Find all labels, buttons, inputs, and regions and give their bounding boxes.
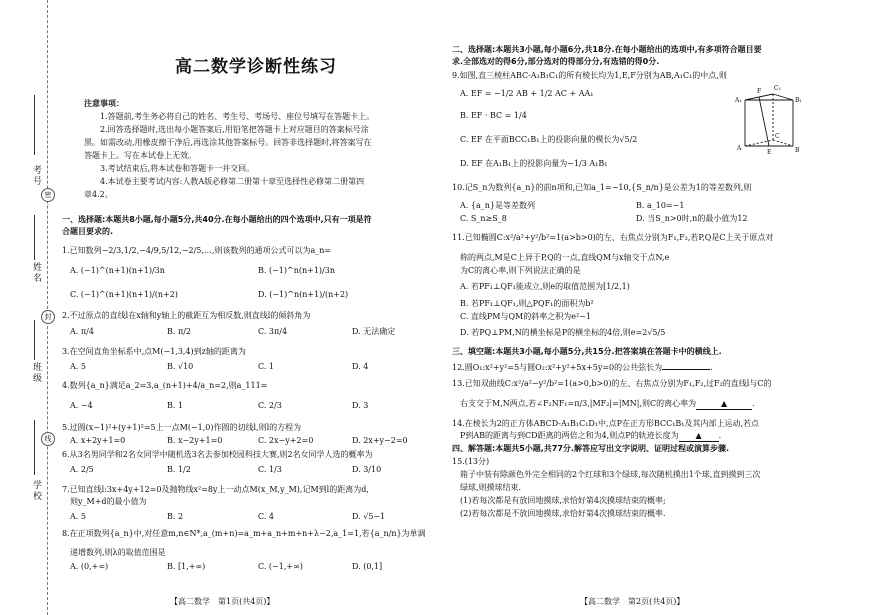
question-stem: 4.数列{a_n}满足a_2=3,a_(n+1)+4/a_n=2,则a_111= — [62, 381, 268, 390]
label-exam-number: 考号 — [31, 165, 41, 187]
binding-margin — [0, 0, 62, 615]
question-stem-cont: 为C的离心率,则下列说法正确的是 — [460, 266, 581, 275]
field-line-examno — [34, 95, 35, 155]
note-line: 2.回答选择题时,选出每小题答案后,用铅笔把答题卡上对应题目的答案标号涂 — [100, 125, 369, 134]
label-class: 班级 — [31, 362, 41, 384]
question-header: 15.(13分) — [452, 457, 490, 466]
section-heading: 二、选择题:本题共3小题,每小题6分,共18分.在每小题给出的选项中,有多项符合题目要 — [452, 45, 762, 54]
question-stem — [452, 360, 713, 373]
label-school: 学校 — [31, 480, 41, 502]
edge — [773, 94, 793, 100]
option: C. S_n≥S_8 — [460, 214, 507, 223]
section-heading: 一、选择题:本题共8小题,每小题5分,共40分.在每小题给出的四个选项中,只有一项是符 — [62, 215, 372, 224]
field-line-school — [34, 420, 35, 475]
option: A. π/4 — [70, 327, 94, 336]
option: B. 2 — [167, 512, 184, 521]
option: B. a_10=−1 — [636, 201, 685, 210]
option: A. 2/5 — [70, 465, 94, 474]
label-b: B — [795, 147, 800, 154]
label-e: E — [767, 149, 772, 156]
option: B. x−2y+1=0 — [167, 436, 223, 445]
question-stem-cont: 递增数列,则λ的取值范围是 — [70, 548, 166, 557]
prism-figure — [735, 82, 805, 157]
blank-period: . — [752, 399, 755, 408]
option: C. (−1,+∞) — [258, 562, 303, 571]
seal-char-xian: 线 — [41, 432, 55, 446]
option: D. EF 在A₁B₁上的投影向量为−1/3 A₁B₁ — [460, 159, 608, 168]
option: D. 3 — [352, 401, 369, 410]
page-footer: 【高二数学 第1页(共4页)】 — [170, 597, 275, 606]
option: B. 1 — [167, 401, 184, 410]
option: B. EF · BC = 1/4 — [460, 111, 527, 120]
label-a1: A₁ — [735, 97, 742, 104]
note-line: 3.考试结束后,将本试卷和答题卡一并交回。 — [100, 164, 255, 173]
q12-text: 12.圆O₁:x²+y²=5与圆O₂:x²+y²+5x+5y=0的公共弦长为 — [452, 363, 663, 372]
seal-char-feng: 封 — [41, 310, 55, 324]
question-stem: 8.在正项数列{a_n}中,对任意m,n∈N*,a_(m+n)=a_m+a_n+m+n+λ−2,a_1=1,若{a_n/n}为单调 — [62, 529, 426, 538]
label-a: A — [737, 145, 742, 152]
option: A. EF = −1/2 AB + 1/2 AC + AA₁ — [460, 89, 594, 98]
page-title: 高二数学诊断性练习 — [175, 57, 337, 77]
q14-text: P到AB的距离与到CD距离的两倍之和为4,则点P的轨迹长度为 — [460, 431, 679, 440]
option: C. 1 — [258, 362, 275, 371]
section-heading: 四、解答题:本题共5小题,共77分.解答应写出文字说明、证明过程或演算步骤. — [452, 444, 730, 453]
section-heading-cont: 求.全部选对的得6分,部分选对的得部分分,有选错的得0分. — [452, 57, 660, 66]
answer-blank[interactable] — [696, 398, 752, 410]
q13-text: 右支交于M,N两点,若∠F₂NF₁=π/3,|MF₂|=|MN|,则C的离心率为 — [460, 399, 697, 408]
question-stem: 2.不过原点的直线l在x轴和y轴上的截距互为相反数,则直线l的倾斜角为 — [62, 311, 311, 320]
notes-title: 注意事项： — [84, 99, 124, 108]
field-line-name — [34, 215, 35, 260]
option: B. √10 — [167, 362, 194, 371]
option: C. 2/3 — [258, 401, 282, 410]
question-stem-cont: 称的两点,M是C上异于P,Q的一点,直线QM与x轴交于点N,e — [460, 253, 670, 262]
option: C. 2x−y+2=0 — [258, 436, 314, 445]
option: C. 3π/4 — [258, 327, 288, 336]
option: D. 4 — [352, 362, 369, 371]
seal-char-mi: 密 — [41, 188, 55, 202]
note-line: 1.答题前,考生务必将自己的姓名、考生号、考场号、座位号填写在答题卡上。 — [100, 112, 375, 121]
option: D. 2x+y−2=0 — [352, 436, 408, 445]
note-line: 4.本试卷主要考试内容:人教A版必修第二册第十章至选择性必修第二册第四 — [100, 177, 365, 186]
option: C. 直线PM与QM的斜率之积为e²−1 — [460, 312, 591, 321]
question-stem-cont: 绿球,则摸球结束. — [460, 483, 522, 492]
option: A. x+2y+1=0 — [70, 436, 126, 445]
option: A. 5 — [70, 512, 86, 521]
question-stem-cont — [460, 430, 721, 442]
question-stem: 11.已知椭圆C:x²/a²+y²/b²=1(a>b>0)的左、右焦点分别为F₁,F₂,若P,Q是C上关于原点对 — [452, 233, 774, 242]
option: D. 无法确定 — [352, 327, 396, 336]
option: C. (−1)^(n+1)(n+1)/(n+2) — [70, 290, 178, 299]
option: A. {a_n}是等差数列 — [460, 201, 535, 210]
option: C. EF 在平面BCC₁B₁上的投影向量的模长为√5/2 — [460, 135, 638, 144]
option: D. 若PQ⊥PM,N的横坐标是P的横坐标的4倍,则e=2√5/5 — [460, 328, 666, 337]
section-heading-cont: 合题目要求的. — [62, 227, 114, 236]
option: B. [1,+∞) — [167, 562, 206, 571]
label-b1: B₁ — [795, 97, 802, 104]
question-stem: 5.过圆(x−1)²+(y+1)²=5上一点M(−1,0)作圆的切线l,则l的方程为 — [62, 423, 302, 432]
blank-period: . — [718, 431, 722, 440]
note-line: 答题卡上。写在本试卷上无效。 — [84, 151, 196, 160]
field-line-class — [34, 320, 35, 360]
option: C. 4 — [258, 512, 275, 521]
option: B. 若PF₁⊥QF₁,则△PQF₁的面积为b² — [460, 299, 594, 308]
question-stem: 1.已知数列−2/3,1/2,−4/9,5/12,−2/5,…,则该数列的通项公式可以为a_n= — [62, 246, 332, 255]
question-stem: 6.从3名男同学和2名女同学中随机选3名去参加校园科技大赛,则2名女同学人选的概率为 — [62, 450, 373, 459]
segment-ef — [759, 97, 769, 146]
option: B. 1/2 — [167, 465, 191, 474]
option: B. (−1)^n(n+1)/3n — [258, 266, 335, 275]
blank-triangle-icon: ▲ — [721, 399, 728, 408]
option: A. (−1)^(n+1)(n+1)/3n — [70, 266, 165, 275]
page-footer: 【高二数学 第2页(共4页)】 — [580, 597, 685, 606]
question-stem-cont — [460, 398, 755, 410]
sub-question: (1)若每次都是有放回地摸球,求恰好第4次摸球结束的概率; — [460, 496, 666, 505]
question-stem: 9.如图,直三棱柱ABC-A₁B₁C₁的所有棱长均为1,E,F分别为AB,A₁C₁的中点,则 — [452, 71, 727, 80]
option: D. 3/10 — [352, 465, 382, 474]
question-stem: 7.已知直线l:3x+4y+12=0及抛物线x²=8y上一动点M(x_M,y_M),记M到l的距离为d, — [62, 485, 369, 494]
seal-line — [47, 0, 48, 615]
option: D. (0,1] — [352, 562, 383, 571]
edge-hidden — [773, 140, 793, 146]
blank-triangle-icon: ▲ — [695, 431, 702, 440]
answer-blank[interactable] — [679, 430, 719, 442]
question-stem: 13.已知双曲线C:x²/a²−y²/b²=1(a>0,b>0)的左、右焦点分别为F₁,F₂,过F₂的直线l与C的 — [452, 379, 772, 388]
option: D. 当S_n>0时,n的最小值为12 — [636, 214, 748, 223]
option: C. 1/3 — [258, 465, 282, 474]
label-f: F — [757, 88, 762, 95]
option: A. 若PF₁⊥QF₁能成立,则e的取值范围为[1/2,1) — [460, 282, 630, 291]
option: A. (0,+∞) — [70, 562, 109, 571]
label-c1: C₁ — [774, 85, 781, 92]
question-stem: 3.在空间直角坐标系中,点M(−1,3,4)到z轴的距离为 — [62, 347, 246, 356]
question-stem: 箱子中装有除颜色外完全相同的2个红球和3个绿球,每次随机摸出1个球,直到摸到三次 — [460, 470, 761, 479]
label-c: C — [775, 133, 780, 140]
note-line: 黑。如需改动,用橡皮擦干净后,再选涂其他答案标号。回答非选择题时,将答案写在 — [84, 138, 372, 147]
blank-period: . — [710, 363, 713, 372]
sub-question: (2)若每次都是不放回地摸球,求恰好第4次摸球结束的概率. — [460, 509, 666, 518]
question-stem: 10.记S_n为数列{a_n}的前n项和,已知a_1=−10,{S_n/n}是公差为1的等差数列,则 — [452, 183, 752, 192]
option: D. (−1)^n(n+1)/(n+2) — [258, 290, 349, 299]
question-stem: 14.在棱长为2的正方体ABCD-A₁B₁C₁D₁中,点P在正方形BCC₁B₁及其内部上运动,若点 — [452, 419, 760, 428]
note-line: 章4.2。 — [84, 190, 113, 199]
option: A. −4 — [70, 401, 93, 410]
answer-blank[interactable] — [662, 360, 710, 370]
label-name: 姓名 — [31, 262, 41, 284]
question-stem-cont: 则y_M+d的最小值为 — [70, 497, 147, 506]
section-heading: 三、填空题:本题共3小题,每小题5分,共15分.把答案填在答题卡中的横线上. — [452, 347, 722, 356]
option: D. √5−1 — [352, 512, 386, 521]
option: B. π/2 — [167, 327, 192, 336]
option: A. 5 — [70, 362, 86, 371]
